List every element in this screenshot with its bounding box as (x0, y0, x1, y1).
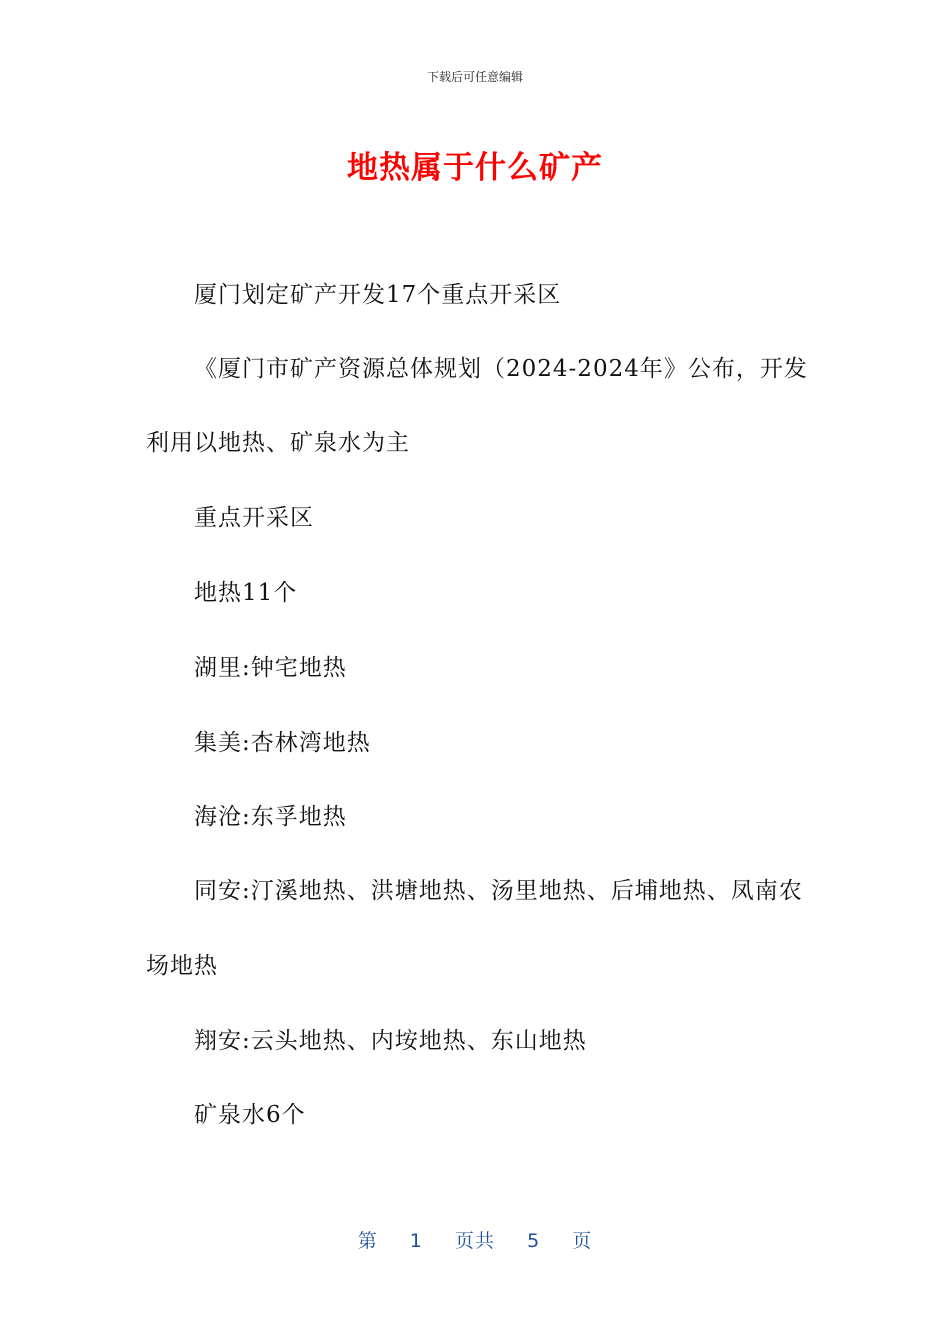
paragraph-line: 翔安:云头地热、内垵地热、东山地热 (194, 1028, 587, 1054)
footer-prefix: 第 (357, 1230, 378, 1252)
paragraph-line: 利用以地热、矿泉水为主 (146, 430, 410, 456)
paragraph-line: 矿泉水6个 (194, 1102, 306, 1128)
page-footer (0, 1226, 950, 1253)
footer-total-pages: 5 (527, 1230, 541, 1252)
footer-page-number: 1 (409, 1230, 423, 1252)
footer-middle: 页共 (454, 1230, 495, 1252)
paragraph-line: 厦门划定矿产开发17个重点开采区 (194, 282, 562, 308)
paragraph-line: 海沧:东孚地热 (194, 804, 347, 830)
paragraph-line: 湖里:钟宅地热 (194, 655, 347, 681)
footer-suffix: 页 (572, 1230, 593, 1252)
paragraph-line: 同安:汀溪地热、洪塘地热、汤里地热、后埔地热、凤南农 (194, 878, 803, 904)
paragraph-line: 集美:杏林湾地热 (194, 730, 371, 756)
paragraph-line: 重点开采区 (194, 505, 314, 531)
paragraph-line: 场地热 (146, 953, 218, 979)
paragraph-line: 《厦门市矿产资源总体规划（2024-2024年》公布，开发 (194, 356, 808, 382)
header-note: 下载后可任意编辑 (426, 70, 523, 84)
document-title: 地热属于什么矿产 (347, 150, 603, 186)
paragraph-line: 地热11个 (194, 580, 298, 606)
